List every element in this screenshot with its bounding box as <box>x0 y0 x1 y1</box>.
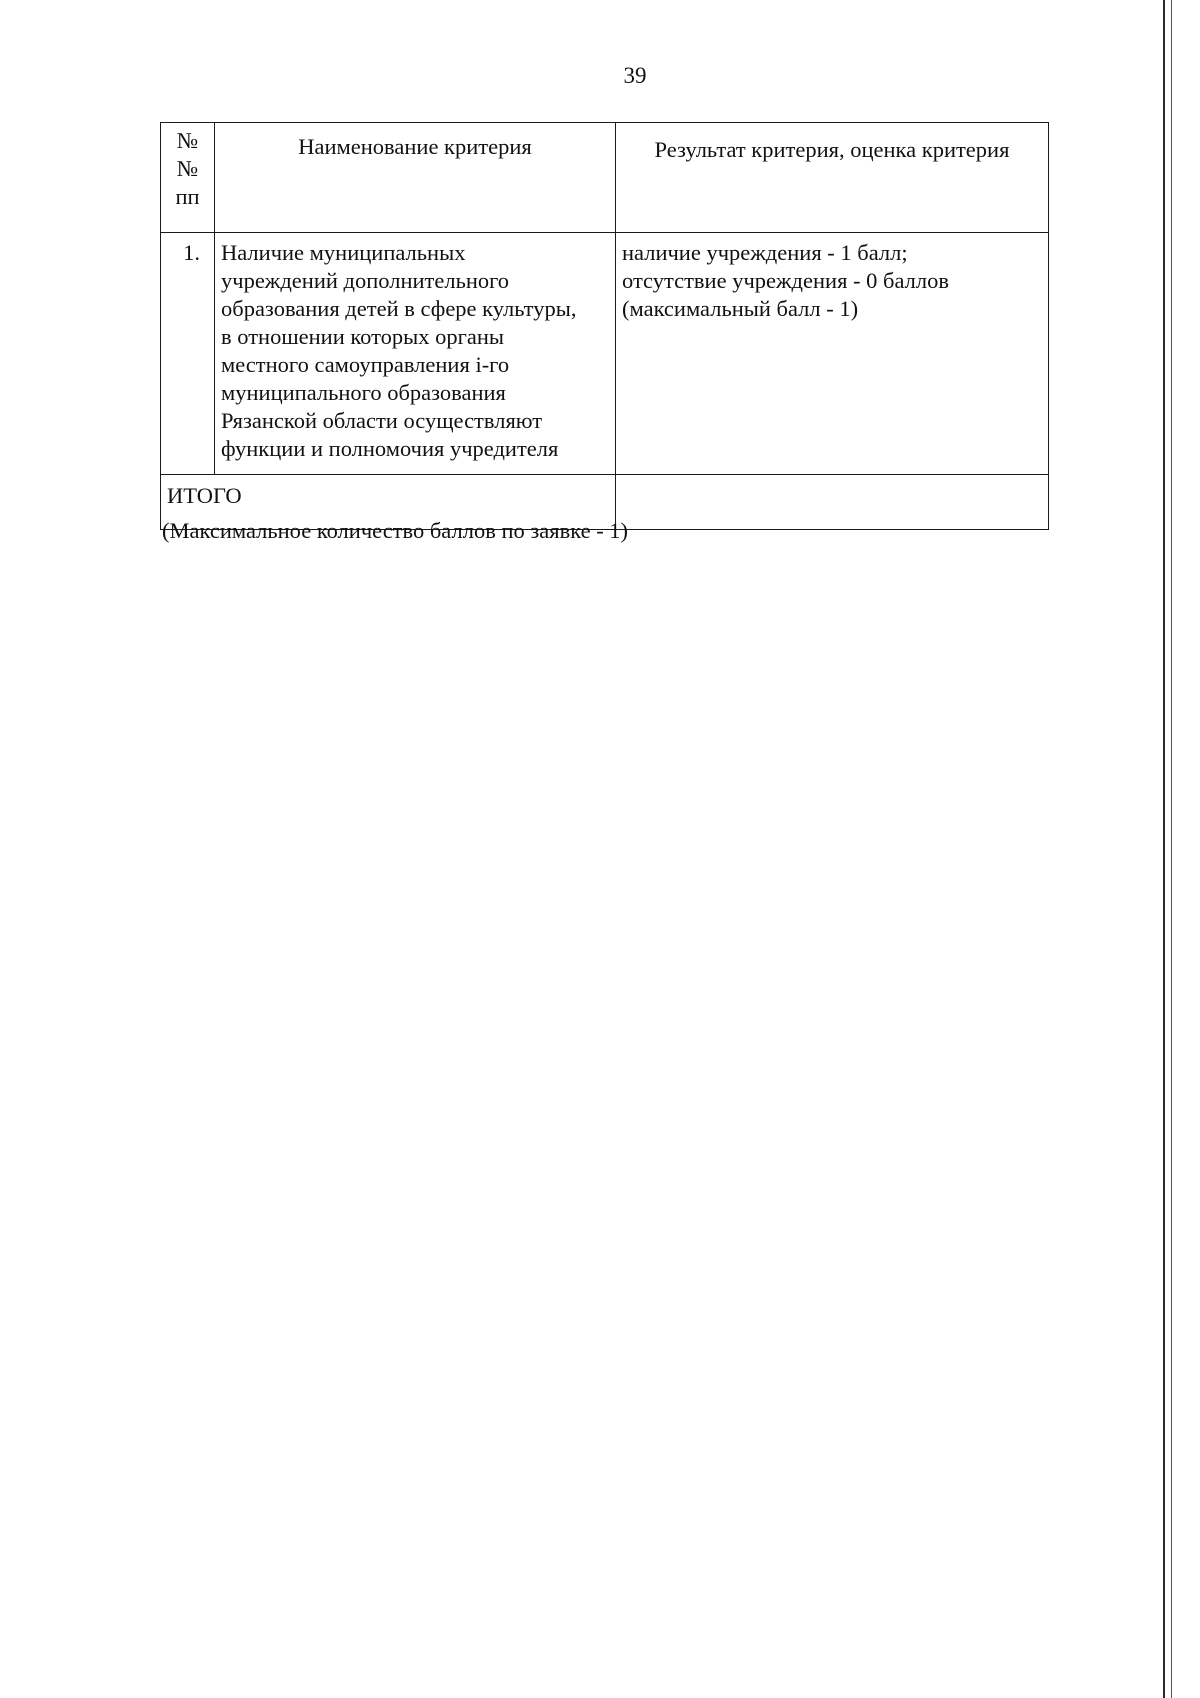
criterion-result-cell <box>616 233 1049 475</box>
header-criterion-result: Результат критерия, оценка критерия <box>616 123 1049 233</box>
criteria-table <box>160 122 1049 530</box>
total-label: ИТОГО <box>161 475 616 530</box>
criterion-name-line: Наличие муниципальных <box>221 240 466 265</box>
table-row <box>161 233 1049 475</box>
criterion-name-line: образования детей в сфере культуры, <box>221 296 577 321</box>
max-score-note: (Максимальное количество баллов по заявке - 1) <box>162 518 629 543</box>
header-number-line: № <box>176 128 199 153</box>
header-number-line: пп <box>175 184 200 209</box>
criterion-result-line: наличие учреждения - 1 балл; <box>622 240 908 265</box>
table-header-row <box>161 123 1049 233</box>
scan-edge-line <box>1163 0 1165 1698</box>
total-value <box>616 475 1049 530</box>
header-number-line: № <box>176 156 199 181</box>
criterion-name-line: муниципального образования <box>221 380 506 405</box>
criterion-name-line: учреждений дополнительного <box>221 268 510 293</box>
criterion-result-line: (максимальный балл - 1) <box>622 296 859 321</box>
criterion-name-line: в отношении которых органы <box>221 324 505 349</box>
criterion-name-cell <box>215 233 616 475</box>
row-number: 1. <box>161 233 215 475</box>
criterion-name-line: функции и полномочия учредителя <box>221 436 559 461</box>
page-number: 39 <box>623 63 647 88</box>
header-number-cell <box>161 123 215 233</box>
criterion-result-line: отсутствие учреждения - 0 баллов <box>622 268 949 293</box>
scan-edge-line <box>1171 0 1172 1698</box>
criterion-name-line: Рязанской области осуществляют <box>221 408 543 433</box>
criterion-name-line: местного самоуправления i-го <box>221 352 510 377</box>
header-criterion-name: Наименование критерия <box>215 123 616 233</box>
